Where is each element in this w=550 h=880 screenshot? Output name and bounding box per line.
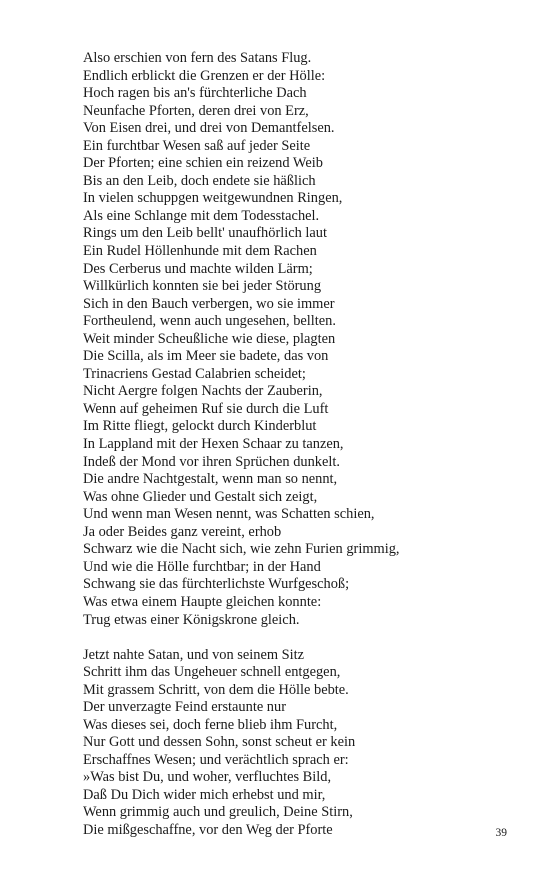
poem-line: Also erschien von fern des Satans Flug. bbox=[83, 50, 312, 66]
poem-line: Bis an den Leib, doch endete sie häßlich bbox=[83, 172, 316, 189]
poem-line: Endlich erblickt die Grenzen er der Hölle: bbox=[83, 67, 326, 84]
poem-line: Die Scilla, als im Meer sie badete, das von bbox=[83, 348, 329, 365]
poem-line: In vielen schuppgen weitgewundnen Ringen, bbox=[83, 190, 343, 207]
poem-line: Und wie die Hölle furchtbar; in der Hand bbox=[83, 558, 321, 575]
poem-line: Rings um den Leib bellt' unaufhörlich laut bbox=[83, 225, 327, 242]
poem-line: Fortheulend, wenn auch ungesehen, bellten. bbox=[83, 313, 336, 330]
poem-line: In Lappland mit der Hexen Schaar zu tanzen, bbox=[83, 436, 344, 453]
poem-line: Indeß der Mond vor ihren Sprüchen dunkelt. bbox=[83, 453, 340, 470]
poem-line: Was etwa einem Haupte gleichen konnte: bbox=[83, 593, 322, 610]
stanza-2 bbox=[83, 647, 523, 840]
poem-line: Ein furchtbar Wesen saß auf jeder Seite bbox=[83, 137, 311, 154]
poem-line: Sich in den Bauch verbergen, wo sie immer bbox=[83, 295, 335, 312]
poem-line: Der unverzagte Feind erstaunte nur bbox=[83, 699, 286, 716]
poem-line: Was dieses sei, doch ferne blieb ihm Furcht, bbox=[83, 716, 338, 733]
page-number: 39 bbox=[495, 827, 507, 839]
poem-line: Trug etwas einer Königskrone gleich. bbox=[83, 611, 300, 628]
poem-line: Schwang sie das fürchterlichste Wurfgeschoß; bbox=[83, 576, 350, 593]
poem-line: Wenn auf geheimen Ruf sie durch die Luft bbox=[83, 400, 329, 417]
poem-line: »Was bist Du, und woher, verfluchtes Bild, bbox=[83, 769, 332, 786]
poem-text bbox=[83, 50, 523, 840]
poem-line: Willkürlich konnten sie bei jeder Störung bbox=[83, 278, 322, 295]
poem-line: Des Cerberus und machte wilden Lärm; bbox=[83, 260, 313, 277]
poem-line: Daß Du Dich wider mich erhebst und mir, bbox=[83, 786, 326, 803]
poem-line: Die mißgeschaffne, vor den Weg der Pforte bbox=[83, 822, 333, 839]
poem-line: Trinacriens Gestad Calabrien scheidet; bbox=[83, 365, 306, 382]
poem-line: Jetzt nahte Satan, und von seinem Sitz bbox=[83, 646, 305, 663]
poem-line: Ja oder Beides ganz vereint, erhob bbox=[83, 523, 282, 540]
poem-line: Weit minder Scheußliche wie diese, plagten bbox=[83, 330, 336, 347]
poem-line: Schwarz wie die Nacht sich, wie zehn Furien grimmig, bbox=[83, 541, 400, 558]
poem-line: Und wenn man Wesen nennt, was Schatten schien, bbox=[83, 506, 375, 523]
stanza-1 bbox=[83, 50, 523, 629]
poem-line: Hoch ragen bis an's fürchterliche Dach bbox=[83, 85, 307, 102]
poem-line: Wenn grimmig auch und greulich, Deine Stirn, bbox=[83, 804, 353, 821]
poem-line: Nur Gott und dessen Sohn, sonst scheut er kein bbox=[83, 734, 356, 751]
poem-line: Von Eisen drei, und drei von Demantfelsen. bbox=[83, 120, 335, 137]
poem-line: Was ohne Glieder und Gestalt sich zeigt, bbox=[83, 488, 318, 505]
poem-line: Nicht Aergre folgen Nachts der Zauberin, bbox=[83, 383, 323, 400]
poem-line: Als eine Schlange mit dem Todesstachel. bbox=[83, 207, 320, 224]
poem-line: Die andre Nachtgestalt, wenn man so nennt, bbox=[83, 471, 338, 488]
poem-line: Ein Rudel Höllenhunde mit dem Rachen bbox=[83, 243, 317, 260]
poem-line: Mit grassem Schritt, von dem die Hölle bebte. bbox=[83, 681, 349, 698]
poem-line: Im Ritte fliegt, gelockt durch Kinderblut bbox=[83, 418, 317, 435]
poem-line: Erschaffnes Wesen; und verächtlich sprach er: bbox=[83, 751, 349, 768]
poem-line: Der Pforten; eine schien ein reizend Weib bbox=[83, 155, 323, 172]
poem-line: Schritt ihm das Ungeheuer schnell entgegen, bbox=[83, 664, 341, 681]
poem-line: Neunfache Pforten, deren drei von Erz, bbox=[83, 102, 309, 119]
